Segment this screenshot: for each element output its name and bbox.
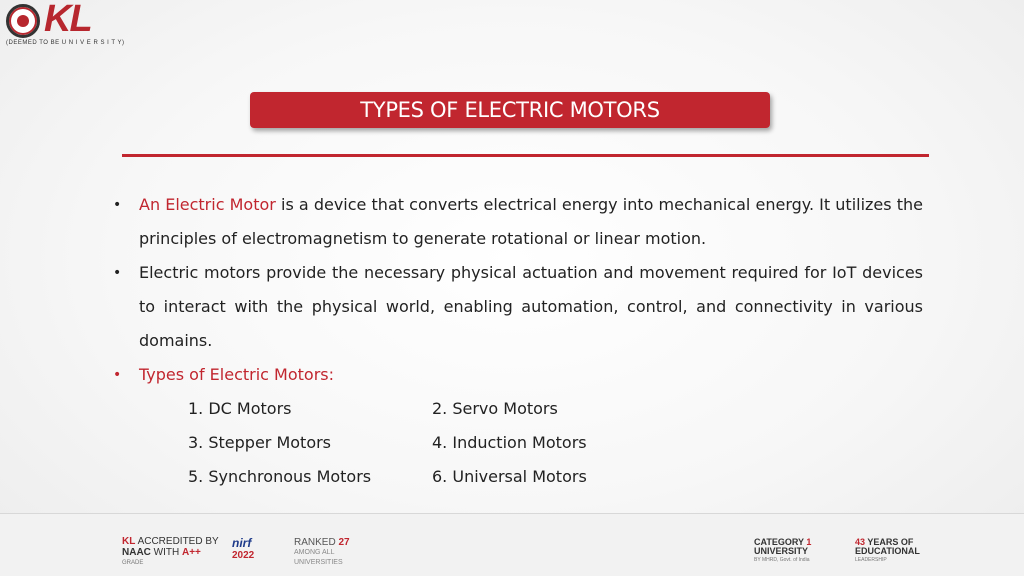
nirf-word: nirf xyxy=(232,536,252,550)
bullet-text: Electric motors provide the necessary physical actuation and movement required for IoT devices to interact with the physical world, enabling automation, control, and connectivity in various domains. xyxy=(139,263,923,350)
naac-grade-label: GRADE xyxy=(122,560,144,566)
bullet-item xyxy=(113,358,923,392)
nirf-year: 2022 xyxy=(232,550,255,561)
title-divider xyxy=(122,154,929,157)
bullet-item xyxy=(113,256,923,358)
bullet-dot-icon: • xyxy=(113,197,122,213)
bullet-highlight: An Electric Motor xyxy=(139,195,276,214)
ranking-badge xyxy=(294,538,350,568)
years-line: EDUCATIONAL xyxy=(855,546,920,556)
naac-kl: KL xyxy=(122,536,136,547)
slide-title: TYPES OF ELECTRIC MOTORS xyxy=(360,98,660,122)
years-label: YEARS OF xyxy=(865,537,914,547)
slide-content xyxy=(113,188,923,494)
naac-accredited: ACCREDITED BY xyxy=(135,536,219,547)
logo-text: KL xyxy=(44,0,91,40)
motor-type-item: 2. Servo Motors xyxy=(432,399,558,418)
category-badge xyxy=(754,538,811,565)
ranked-sub: AMONG ALL xyxy=(294,549,335,556)
bullet-dot-icon: • xyxy=(113,265,122,281)
motor-type-item: 5. Synchronous Motors xyxy=(188,467,372,486)
naac-label: NAAC xyxy=(122,547,151,558)
title-banner xyxy=(250,92,770,128)
bullet-text: is a device that converts electrical energy into mechanical energy. It utilizes the principles of electromagnetism to generate rotational or linear motion. xyxy=(139,195,924,248)
logo-subtitle: (DEEMED TO BE U N I V E R S I T Y) xyxy=(6,40,125,46)
bullet-item xyxy=(113,188,923,256)
years-note: LEADERSHIP xyxy=(855,557,887,563)
motor-type-item: 3. Stepper Motors xyxy=(188,433,332,452)
bullet-dot-icon: • xyxy=(113,367,122,383)
footer-bar xyxy=(0,513,1024,576)
motor-type-item: 4. Induction Motors xyxy=(432,433,587,452)
years-number: 43 xyxy=(855,537,866,547)
category-number: 1 xyxy=(806,537,812,547)
ranked-sub: UNIVERSITIES xyxy=(294,559,343,566)
naac-with: WITH xyxy=(150,547,182,558)
nirf-logo xyxy=(232,536,288,568)
category-label: CATEGORY xyxy=(754,537,807,547)
naac-badge xyxy=(122,536,219,569)
seal-icon xyxy=(6,4,40,38)
ranked-number: 27 xyxy=(338,537,350,548)
years-badge xyxy=(855,538,920,565)
category-note: BY MHRD, Govt. of India xyxy=(754,557,810,563)
naac-grade: A++ xyxy=(182,547,201,558)
university-logo xyxy=(4,2,124,50)
motor-type-item: 1. DC Motors xyxy=(188,399,292,418)
bullet-highlight: Types of Electric Motors: xyxy=(139,365,335,384)
ranked-label: RANKED xyxy=(294,537,339,548)
motor-type-item: 6. Universal Motors xyxy=(432,467,587,486)
category-line: UNIVERSITY xyxy=(754,546,809,556)
motor-types-list xyxy=(188,392,923,494)
